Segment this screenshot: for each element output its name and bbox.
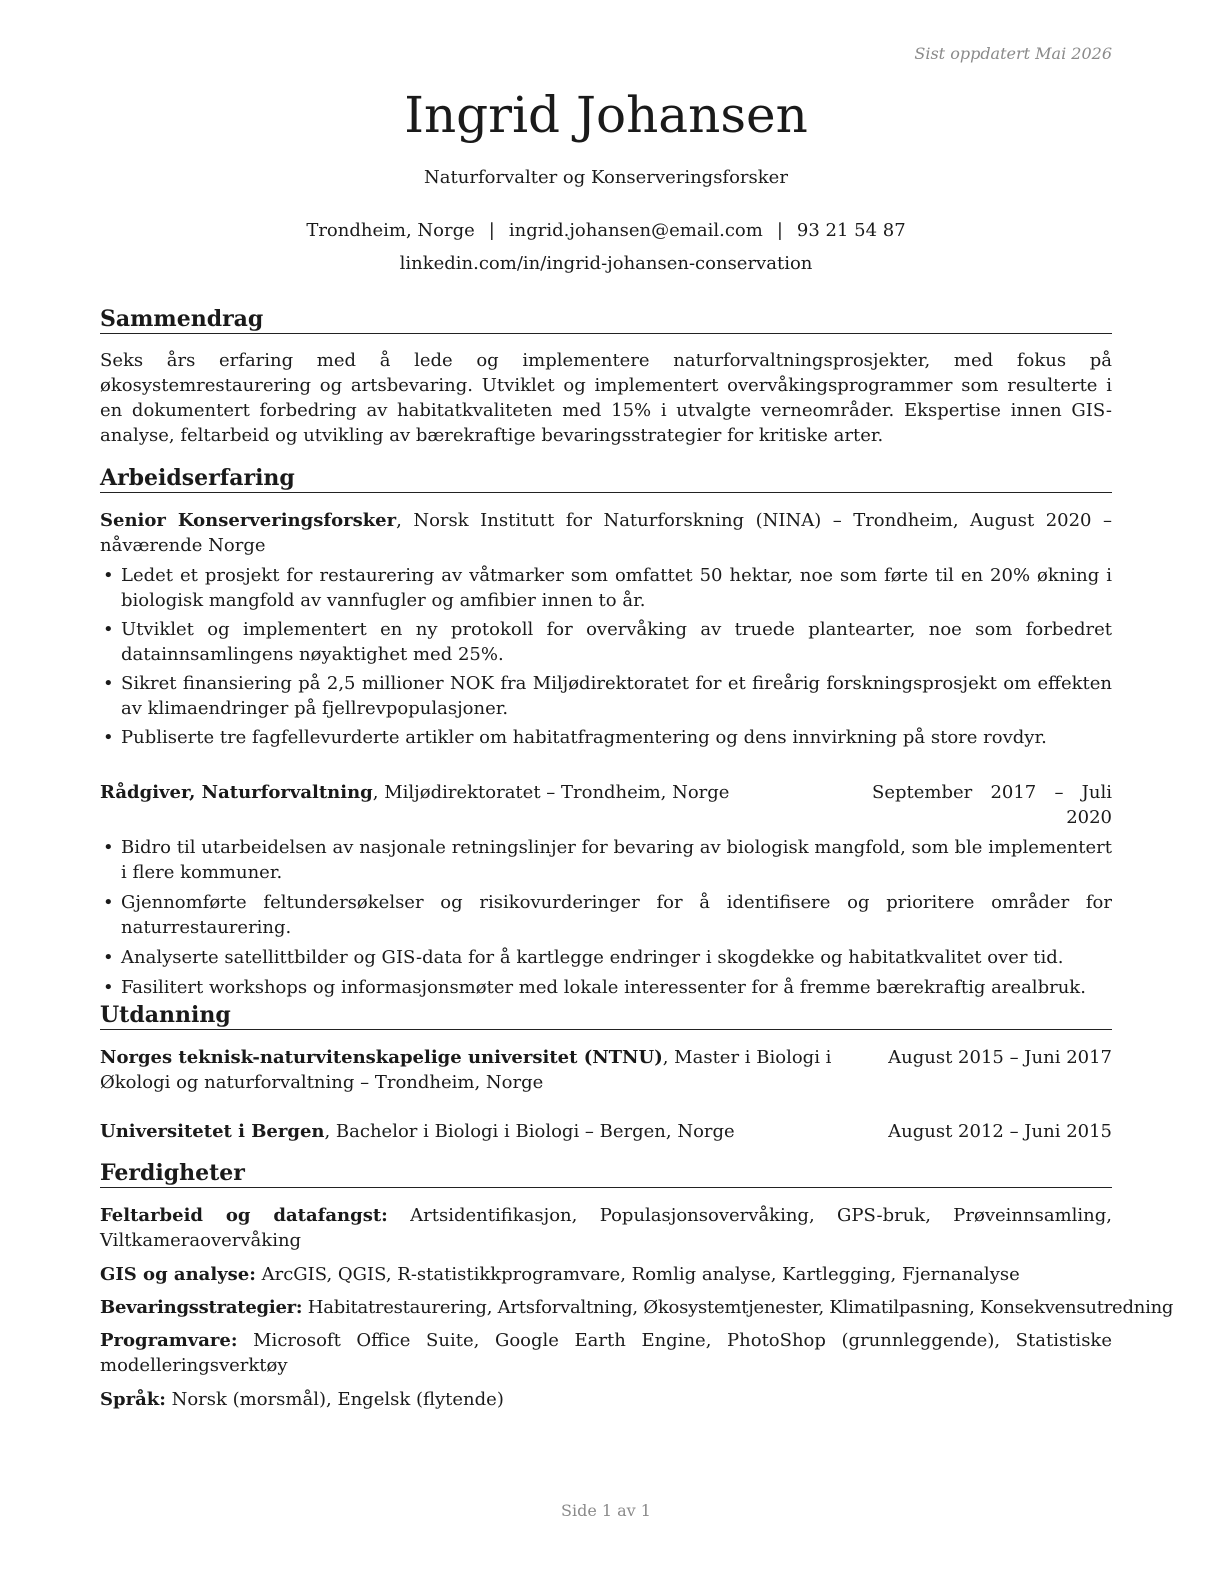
linkedin-link[interactable]: linkedin.com/in/ingrid-johansen-conservation — [399, 253, 813, 274]
education-item — [100, 1045, 882, 1095]
list-item: • Bidro til utarbeidelsen av nasjonale retningslinjer for bevaring av biologisk mangfold, som ble implementert i flere kommuner. — [100, 835, 1112, 885]
job-bullets — [100, 835, 1112, 1004]
list-item: • Analyserte satellittbilder og GIS-data for å kartlegge endringer i skogdekke og habitatkvalitet over tid. — [100, 945, 1112, 970]
person-name: Ingrid Johansen — [404, 86, 808, 144]
job-role: Rådgiver, Naturforvaltning — [100, 782, 373, 803]
education-dates: August 2012 – Juni 2015 — [888, 1121, 1112, 1142]
skill-label: Språk: — [100, 1389, 166, 1410]
skill-row — [100, 1262, 1112, 1287]
separator: | — [488, 220, 495, 241]
list-item: • Utviklet og implementert en ny protokoll for overvåking av truede plantearter, noe som forbedret datainnsamlingens nøyaktighet med 25%. — [100, 617, 1112, 667]
page-number: Side 1 av 1 — [561, 1501, 651, 1520]
job-title: Naturforvalter og Konserveringsforsker — [424, 167, 788, 188]
list-item: • Sikret finansiering på 2,5 millioner NOK fra Miljødirektoratet for et fireårig forskningsprosjekt om effekten av klimaendringer på fjellrevpopulasjoner. — [100, 671, 1112, 721]
skill-value: Habitatrestaurering, Artsforvaltning, Økosystemtjenester, Klimatilpasning, Konsekvensutredning — [307, 1297, 1174, 1318]
summary-text: Seks års erfaring med å lede og implementere naturforvaltningsprosjekter, med fokus på økosystemrestaurering og artsbevaring. Utviklet og implementert overvåkingsprogrammer som resulterte i en dokumentert forbedring av habitatkvaliteten med 15% i utvalgte verneområder. Ekspertise innen GIS-analyse, feltarbeid og utvikling av bærekraftige bevaringsstrategier for kritiske arter. — [100, 350, 1112, 446]
section-title-summary: Sammendrag — [100, 306, 1112, 334]
job-org: , Norsk Institutt for Naturforskning (NINA) – Trondheim, August 2020 – nåværende Norge — [100, 510, 1112, 556]
skill-value: Microsoft Office Suite, Google Earth Engine, PhotoShop (grunnleggende), Statistiske modelleringsverktøy — [100, 1330, 1112, 1376]
section-title-education: Utdanning — [100, 1002, 1112, 1030]
skill-label: Feltarbeid og datafangst: — [100, 1205, 388, 1226]
skill-value: Artsidentifikasjon, Populasjonsovervåking, GPS-bruk, Prøveinnsamling, Viltkameraovervåking — [100, 1205, 1112, 1251]
list-item: • Fasilitert workshops og informasjonsmøter med lokale interessenter for å fremme bærekraftig arealbruk. — [100, 975, 1112, 1000]
skill-value: Norsk (morsmål), Engelsk (flytende) — [171, 1389, 504, 1410]
degree: , Master i Biologi i Økologi og naturforvaltning – Trondheim, Norge — [100, 1047, 832, 1093]
email-link[interactable]: ingrid.johansen@email.com — [508, 220, 763, 241]
skill-label: Bevaringsstrategier: — [100, 1297, 303, 1318]
list-item: • Publiserte tre fagfellevurderte artikler om habitatfragmentering og dens innvirkning på store rovdyr. — [100, 725, 1112, 750]
education-dates: August 2015 – Juni 2017 — [888, 1047, 1112, 1068]
contact-line — [100, 220, 1112, 241]
job-dates: September 2017 – Juli 2020 — [872, 782, 1112, 828]
school-name: Universitetet i Bergen — [100, 1121, 325, 1142]
skill-label: Programvare: — [100, 1330, 238, 1351]
skill-row — [100, 1328, 1112, 1378]
job-role: Senior Konserveringsforsker — [100, 510, 397, 531]
separator: | — [776, 220, 783, 241]
section-title-skills: Ferdigheter — [100, 1160, 1112, 1188]
section-title-experience: Arbeidserfaring — [100, 465, 1112, 493]
list-item: • Gjennomførte feltundersøkelser og risikovurderinger for å identifisere og prioritere områder for naturrestaurering. — [100, 890, 1112, 940]
job-bullets — [100, 563, 1112, 754]
skill-row — [100, 1387, 1112, 1412]
location: Trondheim, Norge — [306, 220, 475, 241]
skill-label: GIS og analyse: — [100, 1264, 256, 1285]
skill-row — [100, 1203, 1112, 1253]
school-name: Norges teknisk-naturvitenskapelige universitet (NTNU) — [100, 1047, 663, 1068]
job-heading — [100, 780, 852, 805]
last-updated: Sist oppdatert Mai 2026 — [914, 44, 1112, 63]
education-item — [100, 1119, 882, 1144]
skill-row — [100, 1295, 1174, 1320]
job-heading — [100, 508, 1112, 558]
job-org: , Miljødirektoratet – Trondheim, Norge — [372, 782, 730, 803]
resume-page — [100, 0, 1174, 1584]
degree: , Bachelor i Biologi i Biologi – Bergen, Norge — [324, 1121, 735, 1142]
skill-value: ArcGIS, QGIS, R-statistikkprogramvare, Romlig analyse, Kartlegging, Fjernanalyse — [261, 1264, 1020, 1285]
phone-number: 93 21 54 87 — [796, 220, 906, 241]
list-item: • Ledet et prosjekt for restaurering av våtmarker som omfattet 50 hektar, noe som førte til en 20% økning i biologisk mangfold av vannfugler og amfibier innen to år. — [100, 563, 1112, 613]
